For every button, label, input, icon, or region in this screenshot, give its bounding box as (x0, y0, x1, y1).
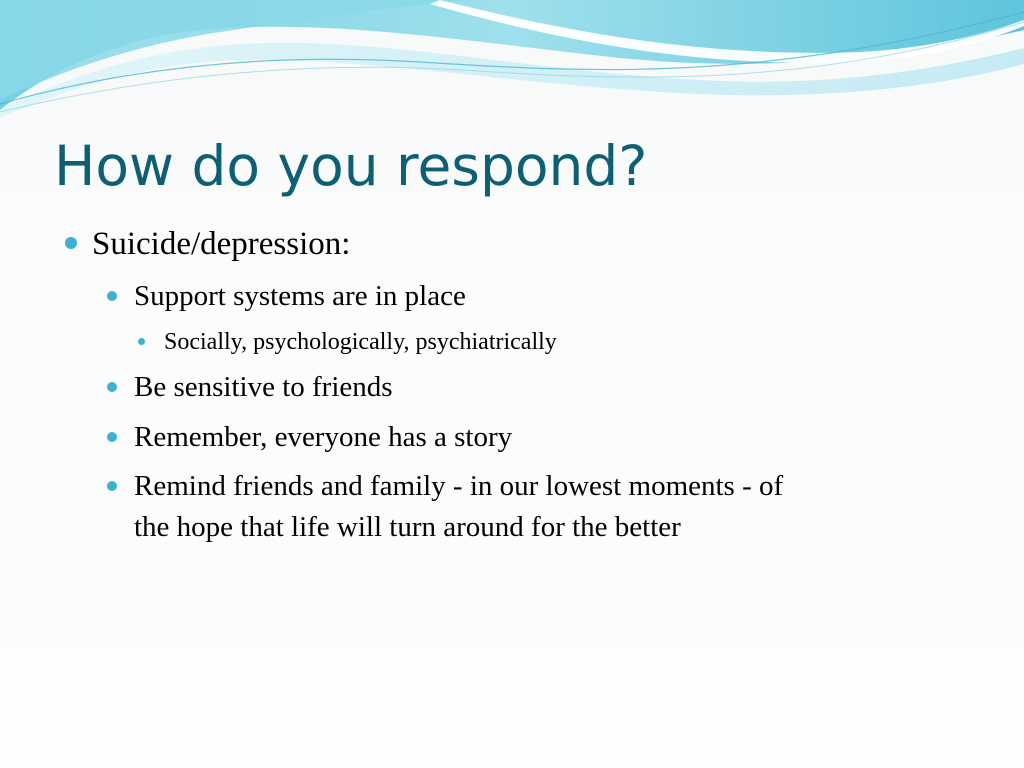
slide-title: How do you respond? (54, 134, 648, 198)
bullet-remember-story: Remember, everyone has a story (134, 421, 513, 453)
bullet-dot-icon (65, 237, 77, 249)
bullet-dot-icon (138, 338, 145, 345)
bullet-support-systems: Support systems are in place (134, 280, 466, 312)
bullet-remind-friends-line1: Remind friends and family - in our lowest moments - of (134, 470, 784, 502)
bullet-dot-icon (107, 291, 117, 301)
bullet-socially-psychologically: Socially, psychologically, psychiatrically (164, 329, 557, 355)
bullet-dot-icon (107, 432, 117, 442)
bullet-be-sensitive: Be sensitive to friends (134, 371, 393, 403)
bullet-dot-icon (107, 481, 117, 491)
bullet-suicide-depression: Suicide/depression: (92, 226, 351, 262)
bullet-remind-friends-line2: the hope that life will turn around for the better (134, 511, 681, 543)
bullet-dot-icon (107, 382, 117, 392)
